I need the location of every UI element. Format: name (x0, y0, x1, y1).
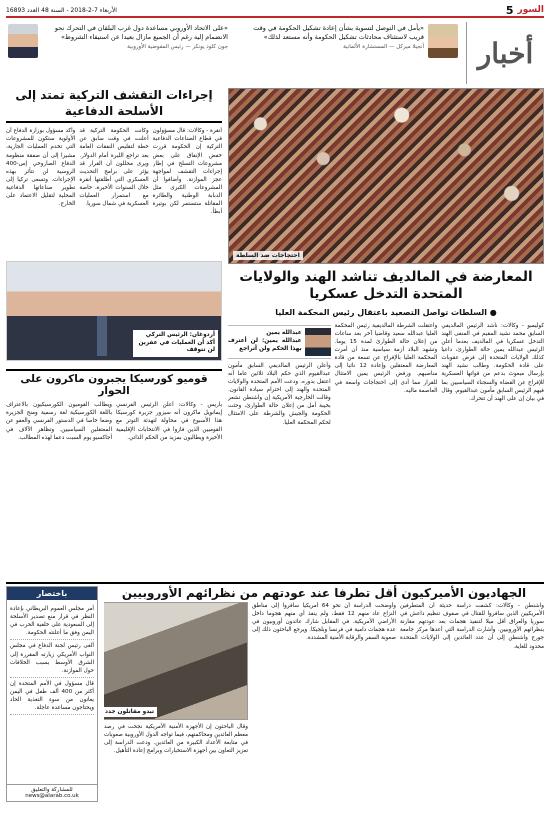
ruins-photo-caption: تبدو مقاتلون جدد (104, 707, 157, 717)
brief-item: قال مسؤول في الأمم المتحدة إن أكثر من 400 ألف طفل في اليمن يعانون من سوء التغذية الحاد ويحتاجون مساعدة عاجلة. (10, 678, 94, 715)
quote-juncker-name: جون كلود يونكر (192, 43, 228, 50)
dateline: الأربعاء 7-2-2018 - السنة 48 العدد 16893 (6, 6, 117, 14)
quote-juncker-role: رئيس المفوضية الأوروبية (127, 43, 184, 50)
quote-merkel-role: المستشارة الألمانية (343, 43, 388, 50)
header-band (6, 22, 544, 84)
brief-title: باختصار (7, 587, 97, 600)
maldives-headline: المعارضة في المالديف تناشد الهند والولايات المتحدة التدخل عسكريا (239, 269, 533, 302)
masthead (506, 4, 544, 17)
maldives-col-3 (228, 322, 331, 578)
erdogan-photo-caption: أردوغان: الرئيس التركي أكد أن العمليات في عفرين لن تتوقف (133, 330, 218, 357)
turkey-col-1: أنقرة - وكالات: قال مسؤولون في قطاع الصناعات الدفاعية التركية إن الحكومة قررت خفض الإنفاق على بعض مشروعات التسلح في إطار إجراءات التقشف لمواجهة عجز الموازنة. وأضافوا أن المشروعات الكبرى مثل الدبابة الوطنية والطائرة المقاتلة ستستمر لكن بوتيرة أبطأ. (152, 128, 222, 216)
jihadists-col-2: وأوضحت الدراسة أن نحو 64 أمريكيا سافروا إلى مناطق النزاع عاد منهم 12 فقط، ولم ينفذ أي منهم هجوما داخل الأراضي الأمريكية. في المقابل شارك عائدون أوروبيون في عدة هجمات دامية في فرنسا وبلجيكا. ويرجع الباحثون ذلك إلى صعوبة السفر والرقابة الأمنية المشددة. (252, 603, 396, 642)
yameen-name: عبدالله يمين (266, 330, 302, 337)
turkey-col-2: وكانت الحكومة التركية قد أعلنت في وقت سابق عن خطة لتقليص النفقات العامة بعد تراجع الليرة أمام الدولار. ويرى محللون أن القرار قد يؤثر على برامج التحديث العسكري التي أطلقتها أنقرة خلال السنوات الأخيرة، خاصة مع استمرار العمليات العسكرية في شمال سوريا. (79, 128, 149, 208)
erdogan-tie (97, 316, 107, 356)
maldives-col-3-text: وأعلن الرئيس المالديفي السابق مأمون عبدالقيوم الذي حكم البلاد ثلاثين عاما أنه اعتقل بدوره. ودعت الأمم المتحدة والولايات المتحدة والهند إلى احترام سيادة القانون. وقالت الخارجية الأمريكية إن واشنطن تشعر بخيبة أمل من إعلان حالة الطوارئ، وحثت الحكومة والجيش والشرطة على الامتثال لحكم المحكمة العليا. (228, 362, 331, 426)
corsica-col-2: ويطالب القوميون الكورسيكيون بالاعتراف باللغة الكورسيكية لغة رسمية ومنح الجزيرة وضعا خاصا في الدستور الفرنسي والعفو عن المعتقلين السياسيين. وتظاهر الآلاف في أجاكسيو يوم السبت دعما لهذه المطالب. (6, 402, 112, 441)
section-tag (466, 22, 544, 84)
turkey-body (6, 127, 222, 255)
jihadists-article (104, 586, 544, 802)
erdogan-photo (6, 261, 222, 361)
bottom-section (6, 582, 544, 802)
jihadists-headline: الجهاديون الأميركيون أقل تطرفا عند عودتهم من نظرائهم الأوروبيين (121, 586, 527, 600)
merkel-portrait (428, 24, 458, 58)
yameen-caption: عبدالله يمين: لن أعترف بهذا الحكم ولن أتراجع (228, 337, 302, 352)
main-grid (6, 88, 544, 578)
corsica-body (6, 401, 222, 578)
quote-merkel: «يأمل في التوصل لتسوية بشأن إعادة تشكيل الحكومة في وقت قريب لاستئناف محادثات تشكيل الحكومة وأنه مستعد لذلك» أنجيلا ميركل — المستشارة الألمانية (236, 22, 460, 84)
quote-juncker-text: «على الاتحاد الأوروبي مساعدة دول غرب البلقان في التحرك نحو الانضمام إليه رغم أن الجميع مازال بعيدا عن استيفاء الشروط» (54, 24, 228, 41)
yameen-box (228, 325, 331, 359)
brief-sidebar (6, 586, 98, 802)
corsica-headline: قوميو كورسيكا يجبرون ماكرون على الحوار (6, 369, 222, 397)
maldives-subhead: ● السلطات تواصل التصعيد باعتقال رئيس المحكمة العليا (275, 307, 497, 317)
quote-merkel-name: أنجيلا ميركل (396, 43, 424, 50)
ruins-photo (104, 602, 248, 720)
turkey-col-3: وأكد مسؤول بوزارة الدفاع أن الأولوية ستكون للمشروعات التي تخدم العمليات الجارية، مشيرا إلى أن صفقة منظومة الدفاع الصاروخي إس-400 الروسية لن تتأثر بهذه الإجراءات. وتسعى تركيا إلى تطوير صناعاتها الدفاعية المحلية لتقليل الاعتماد على الخارج. (6, 128, 76, 208)
page-number: 5 (505, 3, 514, 17)
crowd-photo-caption: احتجاجات ضد السلطة (233, 251, 303, 260)
turkey-article (6, 88, 222, 578)
section-title: أخبار (477, 36, 534, 70)
quote-merkel-text: «يأمل في التوصل لتسوية بشأن إعادة تشكيل الحكومة في وقت قريب لاستئناف محادثات تشكيل الحكومة وأنه مستعد لذلك» (253, 24, 424, 41)
jihadists-col-3-text: وقال الباحثون إن الأجهزة الأمنية الأمريكية نجحت في رصد معظم العائدين ومحاكمتهم، فيما تواجه الدول الأوروبية صعوبات في متابعة الأعداد الكبيرة من العائدين. ودعت الدراسة إلى تعزيز التعاون بين أجهزة الاستخبارات وبرامج إعادة التأهيل. (104, 724, 248, 755)
yameen-portrait (305, 328, 331, 356)
brief-item: ألغى رئيس لجنة الدفاع في مجلس النواب الأمريكي زيارته المقررة إلى الشرق الأوسط بسبب الخلافات حول الموازنة. (10, 640, 94, 677)
maldives-article (228, 88, 544, 578)
brief-footer: للمشاركة والتعليق news@alarab.co.uk (7, 784, 97, 801)
quote-juncker: «على الاتحاد الأوروبي مساعدة دول غرب البلقان في التحرك نحو الانضمام إليه رغم أن الجميع مازال بعيدا عن استيفاء الشروط» جون كلود يونكر — رئيس المفوضية الأوروبية (6, 22, 230, 84)
jihadists-body (104, 602, 544, 802)
turkey-headline: إجراءات التقشف التركية تمتد إلى الأسلحة الدفاعية (6, 88, 222, 123)
top-bar (6, 4, 544, 18)
jihadists-col-1: واشنطن - وكالات: كشفت دراسة حديثة أن المتطرفين الأمريكيين الذين سافروا للقتال في صفوف تنظيم داعش في سوريا والعراق أقل ميلا لتنفيذ هجمات بعد عودتهم مقارنة بنظرائهم الأوروبيين. وأشارت الدراسة التي أعدها مركز جامعة جورج واشنطن إلى أن عدد العائدين إلى الولايات المتحدة محدود للغاية. (400, 603, 544, 650)
maldives-body (228, 322, 544, 578)
maldives-col-1: كوليمبو - وكالات: ناشد الرئيس المالديفي السابق محمد نشيد المقيم في المنفى الهند التدخل عسكريا في المالديف بعدما أعلن الرئيس عبدالله يمين حالة الطوارئ، داعيا كذلك الولايات المتحدة إلى فرض عقوبات على قادة الحكومة. وطالب نشيد الهند بإرسال مبعوث بدعم من قواتها العسكرية للإفراج عن القضاة والسجناء السياسيين بما فيهم الرئيس السابق مأمون عبدالقيوم. وقال في بيان إن على الهند أن تتحرك. (441, 322, 544, 402)
brief-list (7, 600, 97, 784)
crowd-photo (228, 88, 544, 264)
brief-item: أمر مجلس العموم البريطاني بإعادة النظر في قرار منع تصدير الأسلحة إلى السعودية على خلفية الحرب في اليمن وفق ما أعلنته الحكومة. (10, 603, 94, 640)
corsica-col-1: باريس - وكالات: أعلن الرئيس الفرنسي إيمانويل ماكرون أنه سيزور جزيرة كورسيكا هذا الأسبوع في محاولة لتهدئة التوتر مع القوميين الذين فازوا في الانتخابات الإقليمية الأخيرة ويطالبون بمزيد من الحكم الذاتي. (116, 402, 222, 441)
masthead-logo: السور (517, 5, 544, 15)
jihadists-col-3 (104, 602, 248, 802)
juncker-portrait (8, 24, 38, 58)
maldives-col-2: واعتقلت الشرطة المالديفية رئيس المحكمة العليا عبدالله سعيد وقاضيا آخر بعد ساعات من إعلان حالة الطوارئ لمدة 15 يوما. وتشهد البلاد أزمة سياسية منذ أن أمرت المحكمة العليا بالإفراج عن تسعة من قادة المعارضة المعتقلين وإعادة 12 نائبا إلى مناصبهم. ورفض الرئيس يمين الامتثال للقرار مما أدى إلى احتجاجات واسعة في العاصمة ماليه. (334, 322, 438, 394)
